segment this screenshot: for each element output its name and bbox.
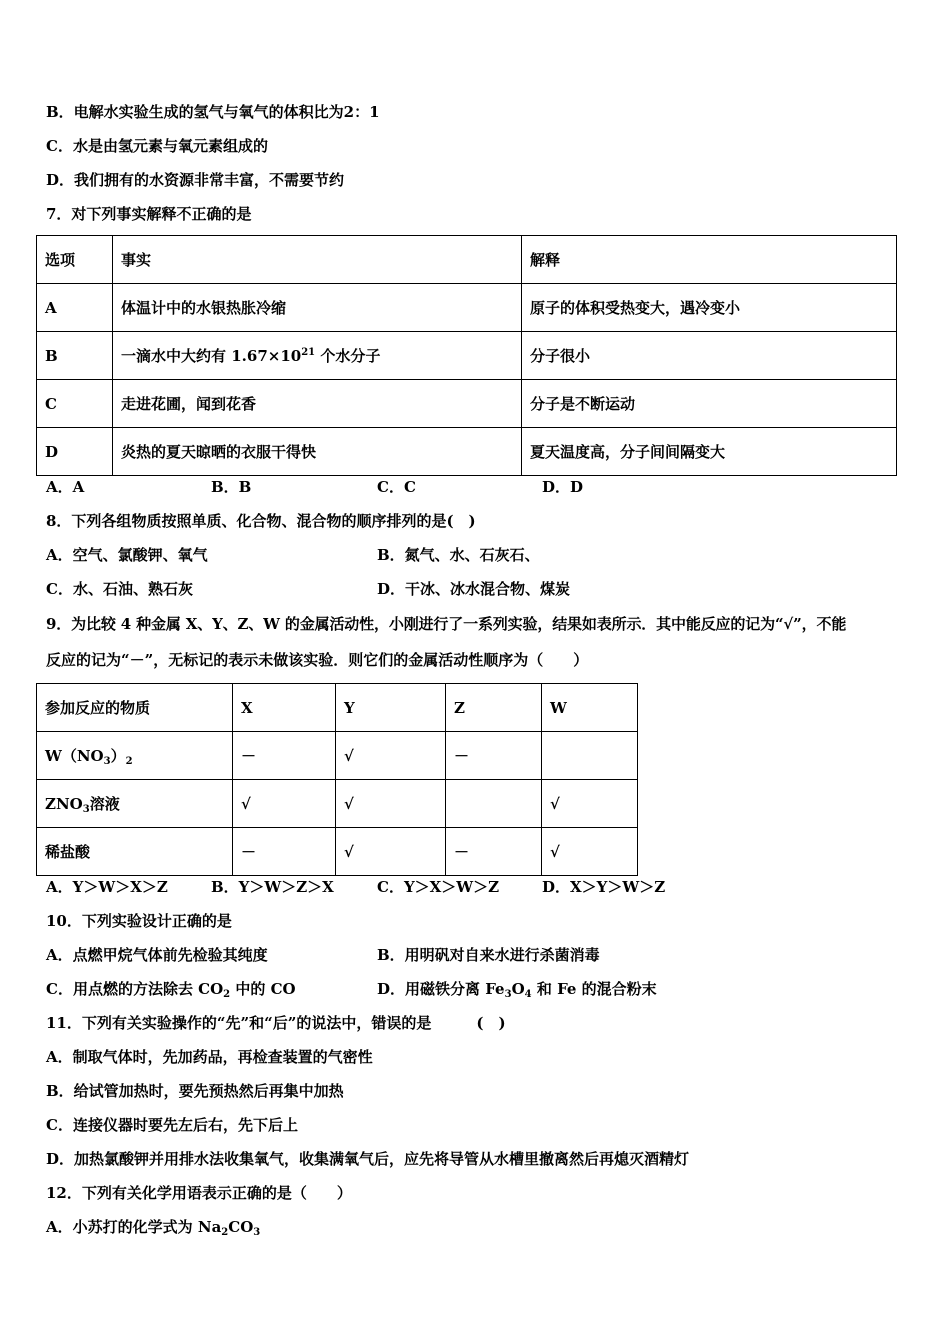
table-cell: 走进花圃，闻到花香 [113,380,522,428]
option-text: O [511,980,525,998]
q8-option-b: B．氮气、水、石灰石、 [377,546,540,564]
q10-option-a: A．点燃甲烷气体前先检验其纯度 [46,946,268,964]
q8-option-c: C．水、石油、熟石灰 [46,580,193,598]
q9-answer-d: D．X＞Y＞W＞Z [542,878,666,896]
q7-stem: 7．对下列事实解释不正确的是 [46,205,252,223]
subscript: 2 [223,989,231,1000]
table-row [37,284,897,332]
q7-answer-c: C．C [377,478,416,496]
q9-table [36,683,638,876]
q8-stem: 8．下列各组物质按照单质、化合物、混合物的顺序排列的是( ) [46,512,476,530]
subscript: 3 [504,989,512,1000]
table-cell: √ [542,780,638,828]
q7-answer-b: B．B [211,478,252,496]
table-row [37,684,638,732]
q10-option-c [46,979,296,1005]
table-cell: － [233,828,336,876]
table-cell [113,332,522,380]
reagent-text: W（NO [45,746,104,765]
option-text: 中的 CO [230,980,296,998]
reagent-text: ） [110,746,126,765]
table-header: Z [446,684,542,732]
table-cell [446,780,542,828]
table-cell: B [37,332,113,380]
table-cell: 炎热的夏天晾晒的衣服干得快 [113,428,522,476]
table-cell: － [233,732,336,780]
table-cell: 原子的体积受热变大，遇冷变小 [522,284,897,332]
q9-answer-a: A．Y＞W＞X＞Z [46,878,168,896]
q9-answer-c: C．Y＞X＞W＞Z [377,878,500,896]
q8-option-d: D．干冰、冰水混合物、煤炭 [377,580,571,598]
subscript: 3 [82,803,90,815]
q11-option-b: B．给试管加热时，要先预热然后再集中加热 [46,1082,344,1100]
q9-answer-b: B．Y＞W＞Z＞X [211,878,334,896]
exponent: 21 [301,347,316,358]
table-header: X [233,684,336,732]
table-cell: 稀盐酸 [37,828,233,876]
table-cell [542,732,638,780]
table-cell: C [37,380,113,428]
q7-answer-d: D．D [542,478,584,496]
table-header: Y [336,684,446,732]
table-cell: √ [233,780,336,828]
table-row [37,332,897,380]
q11-option-a: A．制取气体时，先加药品，再检查装置的气密性 [46,1048,373,1066]
subscript: 2 [221,1227,229,1238]
subscript: 4 [524,989,532,1000]
table-cell: 体温计中的水银热胀冷缩 [113,284,522,332]
table-cell: － [446,828,542,876]
fact-text: 一滴水中大约有 1.67×10 [121,347,302,365]
table-header: W [542,684,638,732]
table-cell: √ [336,828,446,876]
q6-option-c: C．水是由氢元素与氧元素组成的 [46,137,268,155]
table-cell: √ [336,780,446,828]
q6-option-b: B．电解水实验生成的氢气与氧气的体积比为2：1 [46,103,380,121]
q12-option-a [46,1217,260,1243]
table-header: 解释 [522,236,897,284]
subscript: 3 [103,755,111,767]
table-cell: 夏天温度高，分子间间隔变大 [522,428,897,476]
q10-option-d [377,979,657,1005]
q9-stem-line2: 反应的记为“－”，无标记的表示未做该实验．则它们的金属活动性顺序为（ ） [46,651,589,669]
q11-stem: 11．下列有关实验操作的“先”和“后”的说法中，错误的是 ( ) [46,1014,506,1032]
q7-table [36,235,897,476]
table-cell [37,732,233,780]
q7-answer-a: A．A [46,478,85,496]
reagent-text: ZNO [45,794,83,813]
option-text: D．用磁铁分离 Fe [377,980,505,998]
reagent-text: 溶液 [89,794,120,813]
q6-option-d: D．我们拥有的水资源非常丰富，不需要节约 [46,171,345,189]
table-row [37,236,897,284]
table-header: 参加反应的物质 [37,684,233,732]
q8-option-a: A．空气、氯酸钾、氧气 [46,546,208,564]
table-cell: A [37,284,113,332]
table-row [37,828,638,876]
table-row [37,732,638,780]
table-row [37,780,638,828]
q10-option-b: B．用明矾对自来水进行杀菌消毒 [377,946,600,964]
table-row [37,380,897,428]
option-text: CO [228,1218,254,1236]
table-row [37,428,897,476]
table-cell: 分子是不断运动 [522,380,897,428]
table-cell: √ [336,732,446,780]
table-cell: √ [542,828,638,876]
subscript: 3 [253,1227,261,1238]
subscript: 2 [125,755,133,767]
q11-option-c: C．连接仪器时要先左后右，先下后上 [46,1116,298,1134]
q9-stem-line1: 9．为比较 4 种金属 X、Y、Z、W 的金属活动性，小刚进行了一系列实验，结果如表所示．其中能反应的记为“√”，不能 [46,615,847,633]
table-header: 选项 [37,236,113,284]
table-cell: 分子很小 [522,332,897,380]
table-cell: D [37,428,113,476]
q12-stem: 12．下列有关化学用语表示正确的是（ ） [46,1184,352,1202]
q11-option-d: D．加热氯酸钾并用排水法收集氧气，收集满氧气后，应先将导管从水槽里撤离然后再熄灭酒精灯 [46,1150,690,1168]
q10-stem: 10．下列实验设计正确的是 [46,912,232,930]
fact-text: 个水分子 [315,347,381,365]
option-text: A．小苏打的化学式为 Na [46,1218,222,1236]
option-text: C．用点燃的方法除去 CO [46,980,224,998]
table-header: 事实 [113,236,522,284]
table-cell [37,780,233,828]
option-text: 和 Fe 的混合粉末 [531,980,657,998]
table-cell: － [446,732,542,780]
